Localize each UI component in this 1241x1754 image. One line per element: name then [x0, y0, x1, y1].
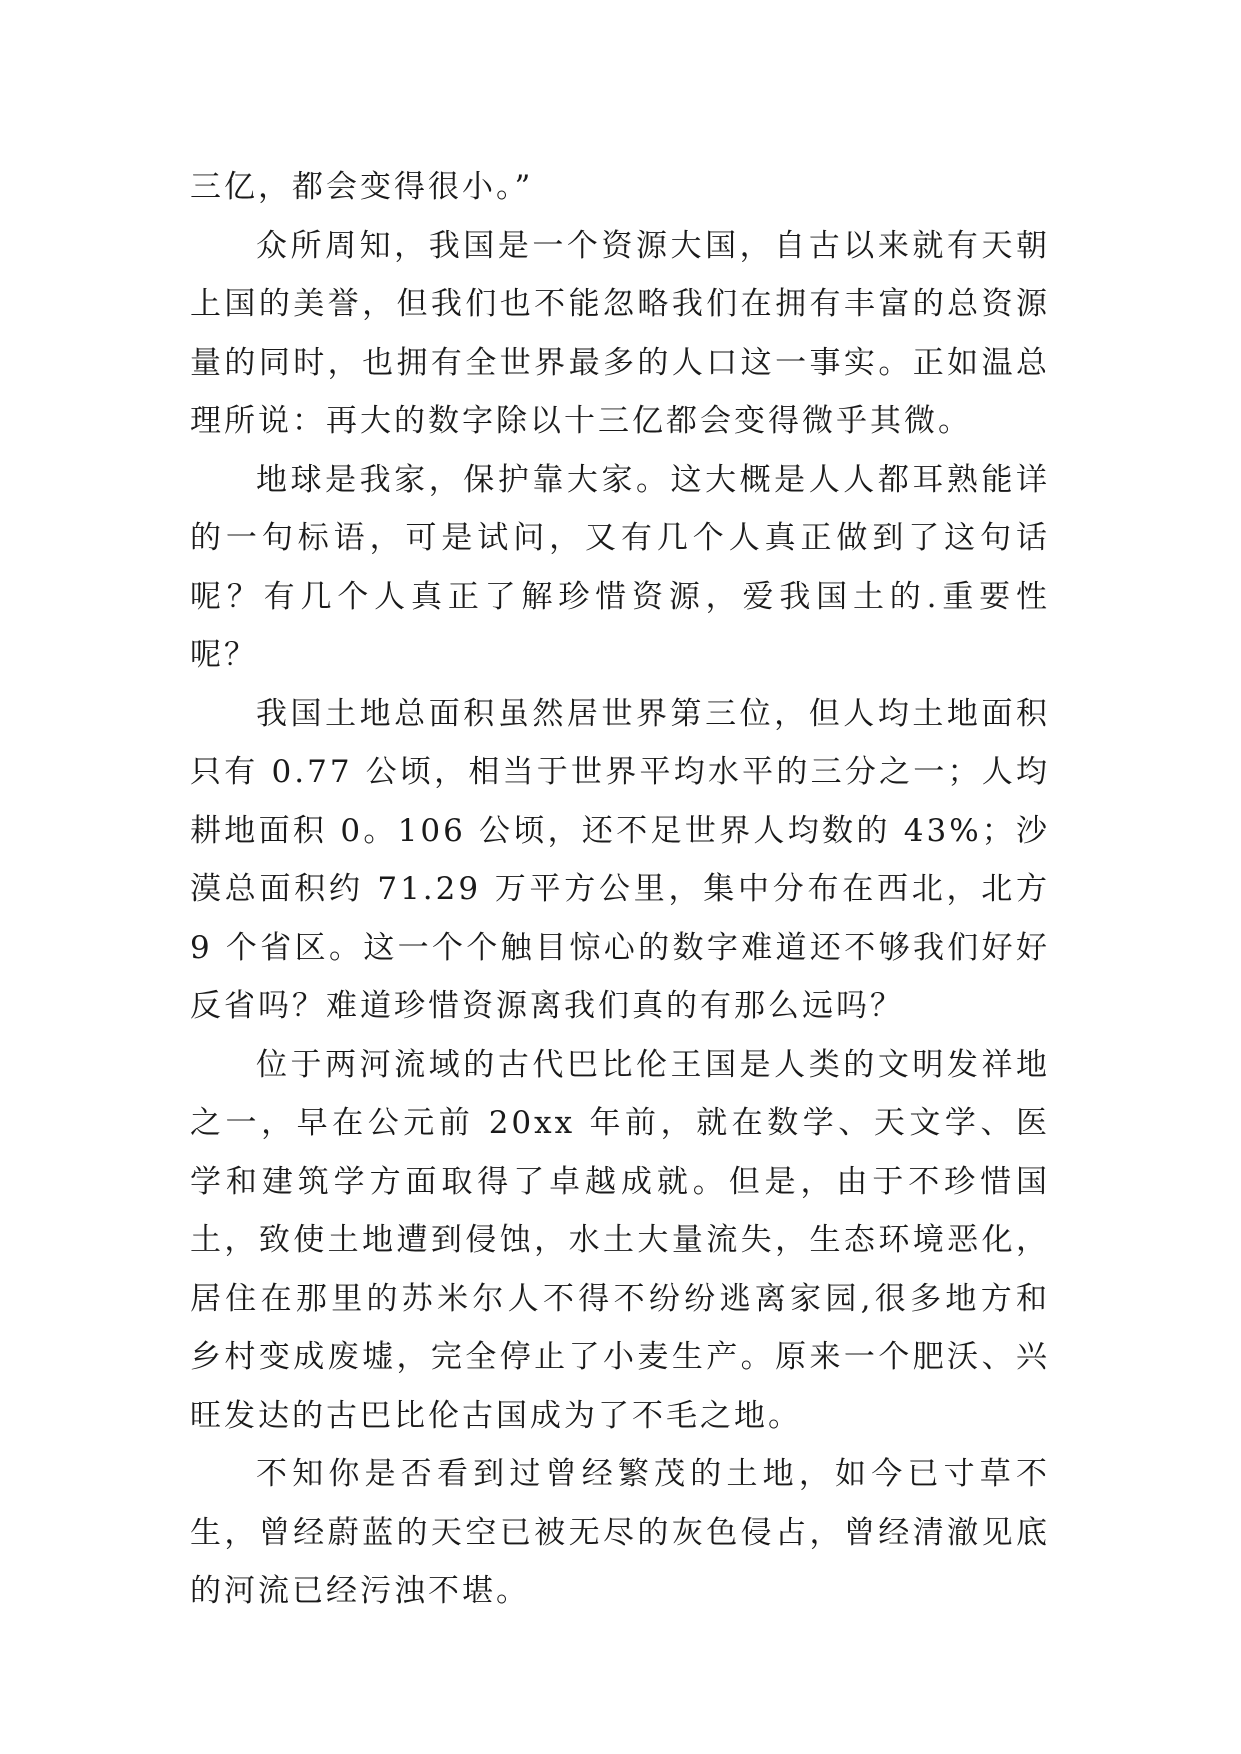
- paragraph-6: 不知你是否看到过曾经繁茂的土地，如今已寸草不生，曾经蔚蓝的天空已被无尽的灰色侵占，曾经清澈见底的河流已经污浊不堪。: [190, 1456, 1050, 1609]
- body-text: [190, 158, 1050, 1621]
- paragraph-2: 众所周知，我国是一个资源大国，自古以来就有天朝上国的美誉，但我们也不能忽略我们在拥有丰富的总资源量的同时，也拥有全世界最多的人口这一事实。正如温总理所说：再大的数字除以十三亿都会变得微乎其微。: [190, 227, 1050, 439]
- paragraph-4: 我国土地总面积虽然居世界第三位，但人均土地面积只有 0.77 公顷，相当于世界平均水平的三分之一；人均耕地面积 0。106 公顷，还不足世界人均数的 43%；沙漠总面积约 71.29 万平方公里，集中分布在西北，北方 9 个省区。这一个个触目惊心的数字难道还不够我们好好反省吗？难道珍惜资源离我们真的有那么远吗？: [190, 695, 1050, 1024]
- paragraph-5: 位于两河流域的古代巴比伦王国是人类的文明发祥地之一，早在公元前 20xx 年前，就在数学、天文学、医学和建筑学方面取得了卓越成就。但是，由于不珍惜国土，致使土地遭到侵蚀，水土大量流失，生态环境恶化，居住在那里的苏米尔人不得不纷纷逃离家园,很多地方和乡村变成废墟，完全停止了小麦生产。原来一个肥沃、兴旺发达的古巴比伦古国成为了不毛之地。: [190, 1046, 1050, 1434]
- paragraph-1: 三亿，都会变得很小。”: [190, 169, 534, 205]
- paragraph-3: 地球是我家，保护靠大家。这大概是人人都耳熟能详的一句标语，可是试问，又有几个人真正做到了这句话呢？有几个人真正了解珍惜资源，爱我国土的.重要性呢？: [190, 461, 1050, 673]
